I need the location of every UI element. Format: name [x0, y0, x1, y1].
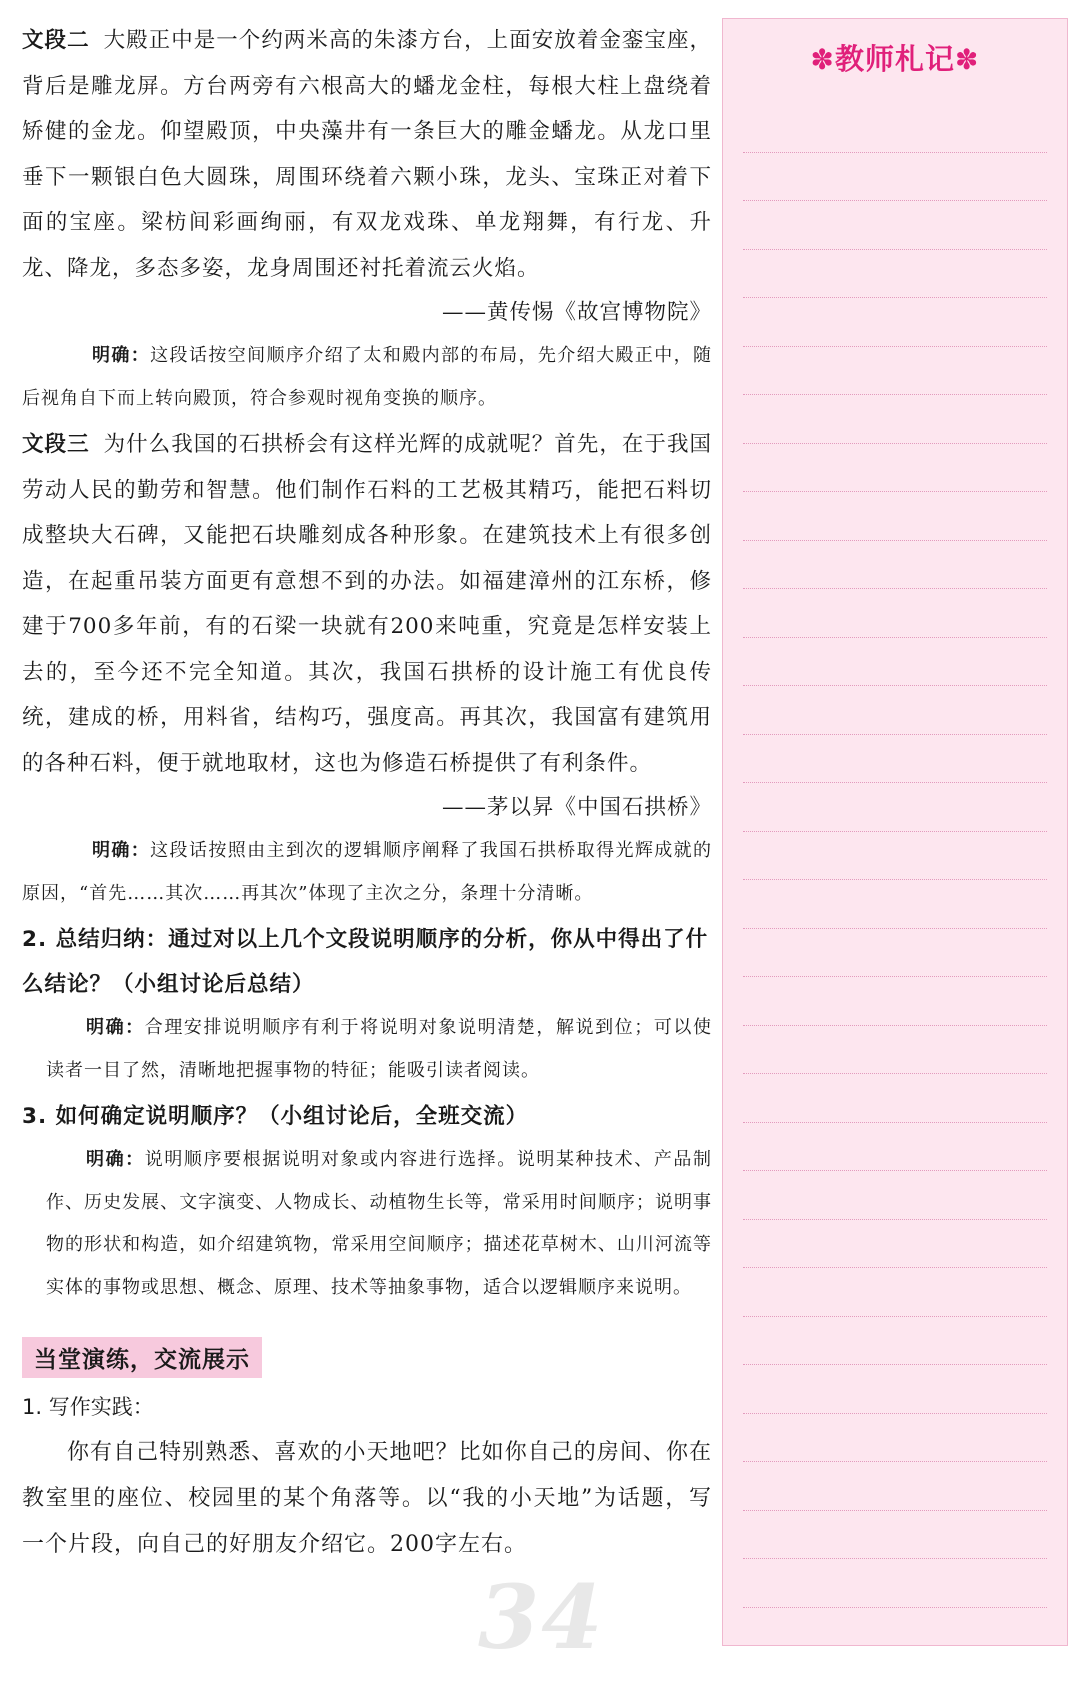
- note-line: [743, 783, 1047, 832]
- note-line: [743, 104, 1047, 153]
- note-line: [743, 1268, 1047, 1317]
- question-number: 3.: [22, 1104, 48, 1129]
- teacher-notes-panel: [722, 18, 1068, 1646]
- question-3: [22, 1094, 712, 1139]
- main-content: [22, 18, 712, 1568]
- citation: ——黄传惕《故宫博物院》: [441, 300, 712, 325]
- note-line: [743, 1365, 1047, 1414]
- practice-text: 你有自己特别熟悉、喜欢的小天地吧？比如你自己的房间、你在教室里的座位、校园里的某个角落等。以“我的小天地”为话题，写一个片段，向自己的好朋友介绍它。200字左右。: [22, 1440, 712, 1557]
- note-line: [743, 201, 1047, 250]
- note-line: [743, 1123, 1047, 1172]
- note-line: [743, 880, 1047, 929]
- note-line: [743, 1414, 1047, 1463]
- note-line: [743, 153, 1047, 202]
- sidebar-title: [723, 37, 1067, 78]
- note-line: [743, 541, 1047, 590]
- question-text: 如何确定说明顺序？（小组讨论后，全班交流）: [55, 1104, 529, 1129]
- note-line: [743, 1511, 1047, 1560]
- note-line: [743, 1220, 1047, 1269]
- note-line: [743, 929, 1047, 978]
- note-line: [743, 1171, 1047, 1220]
- paragraph-2: [22, 18, 712, 291]
- note-line: [743, 492, 1047, 541]
- note-line: [743, 1026, 1047, 1075]
- note-text: 这段话按照由主到次的逻辑顺序阐释了我国石拱桥取得光辉成就的原因，“首先……其次……再其次”体现了主次之分，条理十分清晰。: [22, 840, 713, 904]
- note-line: [743, 589, 1047, 638]
- note: [22, 1139, 712, 1309]
- note: [22, 335, 712, 420]
- paragraph-label: 文段三: [22, 432, 90, 457]
- note-lines: [743, 104, 1047, 1608]
- note-line: [743, 444, 1047, 493]
- note-line: [743, 1559, 1047, 1608]
- paragraph-text: 大殿正中是一个约两米高的朱漆方台，上面安放着金銮宝座，背后是雕龙屏。方台两旁有六根高大的蟠龙金柱，每根大柱上盘绕着矫健的金龙。仰望殿顶，中央藻井有一条巨大的雕金蟠龙。从龙口里垂下一颗银白色大圆珠，周围环绕着六颗小珠，龙头、宝珠正对着下面的宝座。梁枋间彩画绚丽，有双龙戏珠、单龙翔舞，有行龙、升龙、降龙，多态多姿，龙身周围还衬托着流云火焰。: [22, 28, 712, 281]
- note-label: 明确：: [86, 1017, 145, 1038]
- page-number: 34: [478, 1565, 605, 1669]
- note-label: 明确：: [86, 1149, 145, 1170]
- note-line: [743, 1462, 1047, 1511]
- note-text: 说明顺序要根据说明对象或内容进行选择。说明某种技术、产品制作、历史发展、文字演变、人物成长、动植物生长等，常采用时间顺序；说明事物的形状和构造，如介绍建筑物，常采用空间顺序；描述花草树木、山川河流等实体的事物或思想、概念、原理、技术等抽象事物，适合以逻辑顺序来说明。: [46, 1149, 713, 1298]
- section-title: 当堂演练，交流展示: [22, 1337, 262, 1378]
- note-line: [743, 638, 1047, 687]
- sidebar-title-text: 教师札记: [834, 42, 955, 76]
- paragraph-3: [22, 422, 712, 786]
- note: [22, 830, 712, 915]
- question-2: [22, 917, 712, 1007]
- note: [22, 1007, 712, 1092]
- question-number: 2.: [22, 927, 48, 952]
- question-text: 总结归纳：通过对以上几个文段说明顺序的分析，你从中得出了什么结论？（小组讨论后总结）: [22, 927, 709, 997]
- note-text: 合理安排说明顺序有利于将说明对象说明清楚，解说到位；可以使读者一目了然，清晰地把握事物的特征；能吸引读者阅读。: [46, 1017, 713, 1081]
- note-line: [743, 977, 1047, 1026]
- note-text: 这段话按空间顺序介绍了太和殿内部的布局，先介绍大殿正中，随后视角自下而上转向殿顶，符合参观时视角变换的顺序。: [22, 345, 713, 409]
- note-line: [743, 250, 1047, 299]
- flower-icon: ✽: [810, 43, 835, 76]
- note-line: [743, 347, 1047, 396]
- note-line: [743, 686, 1047, 735]
- note-line: [743, 735, 1047, 784]
- note-line: [743, 395, 1047, 444]
- paragraph-label: 文段二: [22, 28, 90, 53]
- flower-icon: ✽: [955, 43, 980, 76]
- note-line: [743, 298, 1047, 347]
- note-line: [743, 1074, 1047, 1123]
- note-line: [743, 832, 1047, 881]
- practice-heading: 1. 写作实践：: [22, 1395, 154, 1419]
- note-line: [743, 1317, 1047, 1366]
- citation: ——茅以昇《中国石拱桥》: [441, 795, 712, 820]
- paragraph-text: 为什么我国的石拱桥会有这样光辉的成就呢？首先，在于我国劳动人民的勤劳和智慧。他们制作石料的工艺极其精巧，能把石料切成整块大石碑，又能把石块雕刻成各种形象。在建筑技术上有很多创造，在起重吊装方面更有意想不到的办法。如福建漳州的江东桥，修建于700多年前，有的石梁一块就有200来吨重，究竟是怎样安装上去的，至今还不完全知道。其次，我国石拱桥的设计施工有优良传统，建成的桥，用料省，结构巧，强度高。再其次，我国富有建筑用的各种石料，便于就地取材，这也为修造石桥提供了有利条件。: [22, 432, 712, 776]
- note-label: 明确：: [92, 840, 151, 861]
- note-label: 明确：: [92, 345, 151, 366]
